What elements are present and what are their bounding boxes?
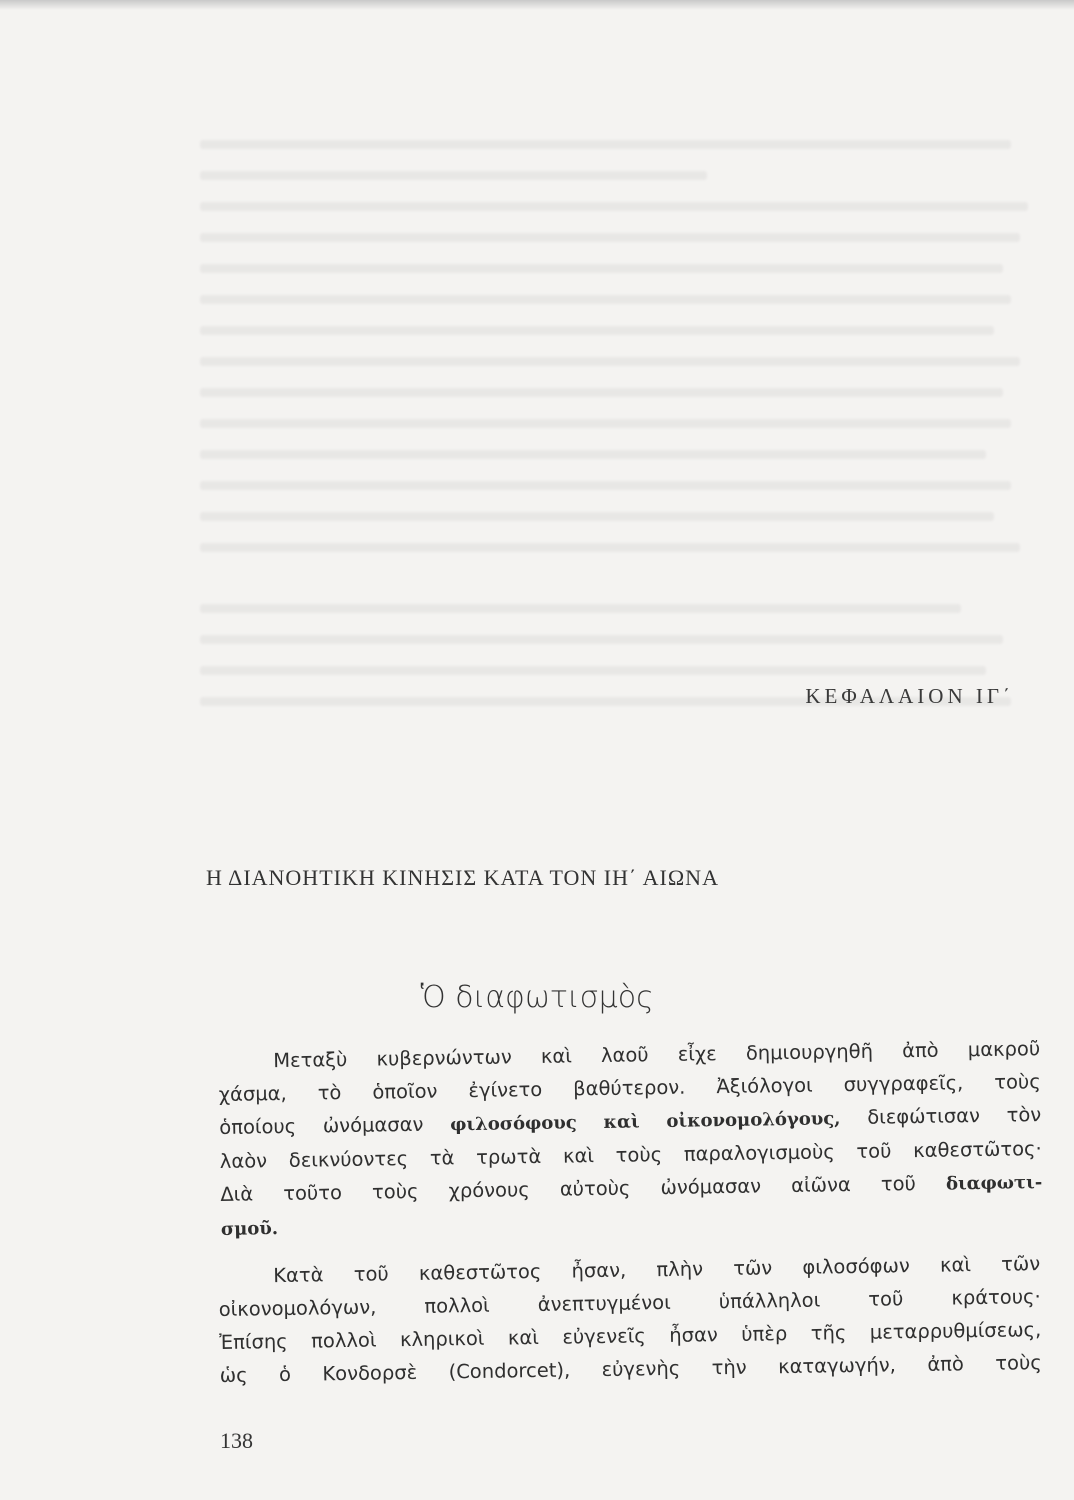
- text-run: ὁποίους ὠνόμασαν: [219, 1112, 451, 1139]
- bold-term: σμοῦ.: [220, 1218, 279, 1240]
- page-number: 138: [220, 1428, 253, 1453]
- text-line: Ἐπίσης πολλοὶ κληρικοὶ καὶ εὐγενεῖς ἦσαν ὑπὲρ τῆς μεταρρυθμίσεως,: [219, 1318, 1042, 1354]
- bold-term: φιλοσόφους καὶ οἰκονομολόγους,: [449, 1108, 841, 1136]
- paragraph-enlightenment-intro: [218, 1032, 1043, 1246]
- text-line: ὡς ὁ Κονδορσὲ (Condorcet), εὐγενὴς τὴν καταγωγήν, ἀπὸ τοὺς: [219, 1351, 1042, 1387]
- text-line: χάσμα, τὸ ὁποῖον ἐγίνετο βαθύτερον. Ἀξιόλογοι συγγραφεῖς, τοὺς: [218, 1070, 1041, 1106]
- text-line: Μεταξὺ κυβερνώντων καὶ λαοῦ εἶχε δημιουργηθῆ ἀπὸ μακροῦ: [273, 1037, 1041, 1073]
- show-through-bleed: [200, 120, 1045, 740]
- subsection-title: Ὁ διαφωτισμὸς: [420, 980, 654, 1015]
- text-line: λαὸν δεικνύοντες τὰ τρωτὰ καὶ τοὺς παραλογισμοὺς τοῦ καθεστῶτος·: [219, 1137, 1042, 1173]
- text-run: Διὰ τοῦτο τοὺς χρόνους αὐτοὺς ὠνόμασαν αἰῶνα τοῦ: [220, 1171, 947, 1206]
- chapter-heading: ΚΕΦΑΛΑΙΟΝ ΙΓ΄: [805, 684, 1014, 708]
- page-edge: [0, 0, 1074, 10]
- text-run: διεφώτισαν τὸν: [840, 1103, 1042, 1130]
- section-title: Η ΔΙΑΝΟΗΤΙΚΗ ΚΙΝΗΣΙΣ ΚΑΤΑ ΤΟΝ ΙΗ΄ ΑΙΩΝΑ: [206, 865, 719, 890]
- text-line: οἰκονομολόγων, πολλοὶ ἀνεπτυγμένοι ὑπάλληλοι τοῦ κράτους·: [218, 1285, 1041, 1321]
- bold-term: διαφωτι-: [945, 1172, 1043, 1195]
- text-line: Κατὰ τοῦ καθεστῶτος ἦσαν, πλὴν τῶν φιλοσόφων καὶ τῶν: [273, 1252, 1041, 1288]
- paragraph-opponents: [218, 1247, 1042, 1392]
